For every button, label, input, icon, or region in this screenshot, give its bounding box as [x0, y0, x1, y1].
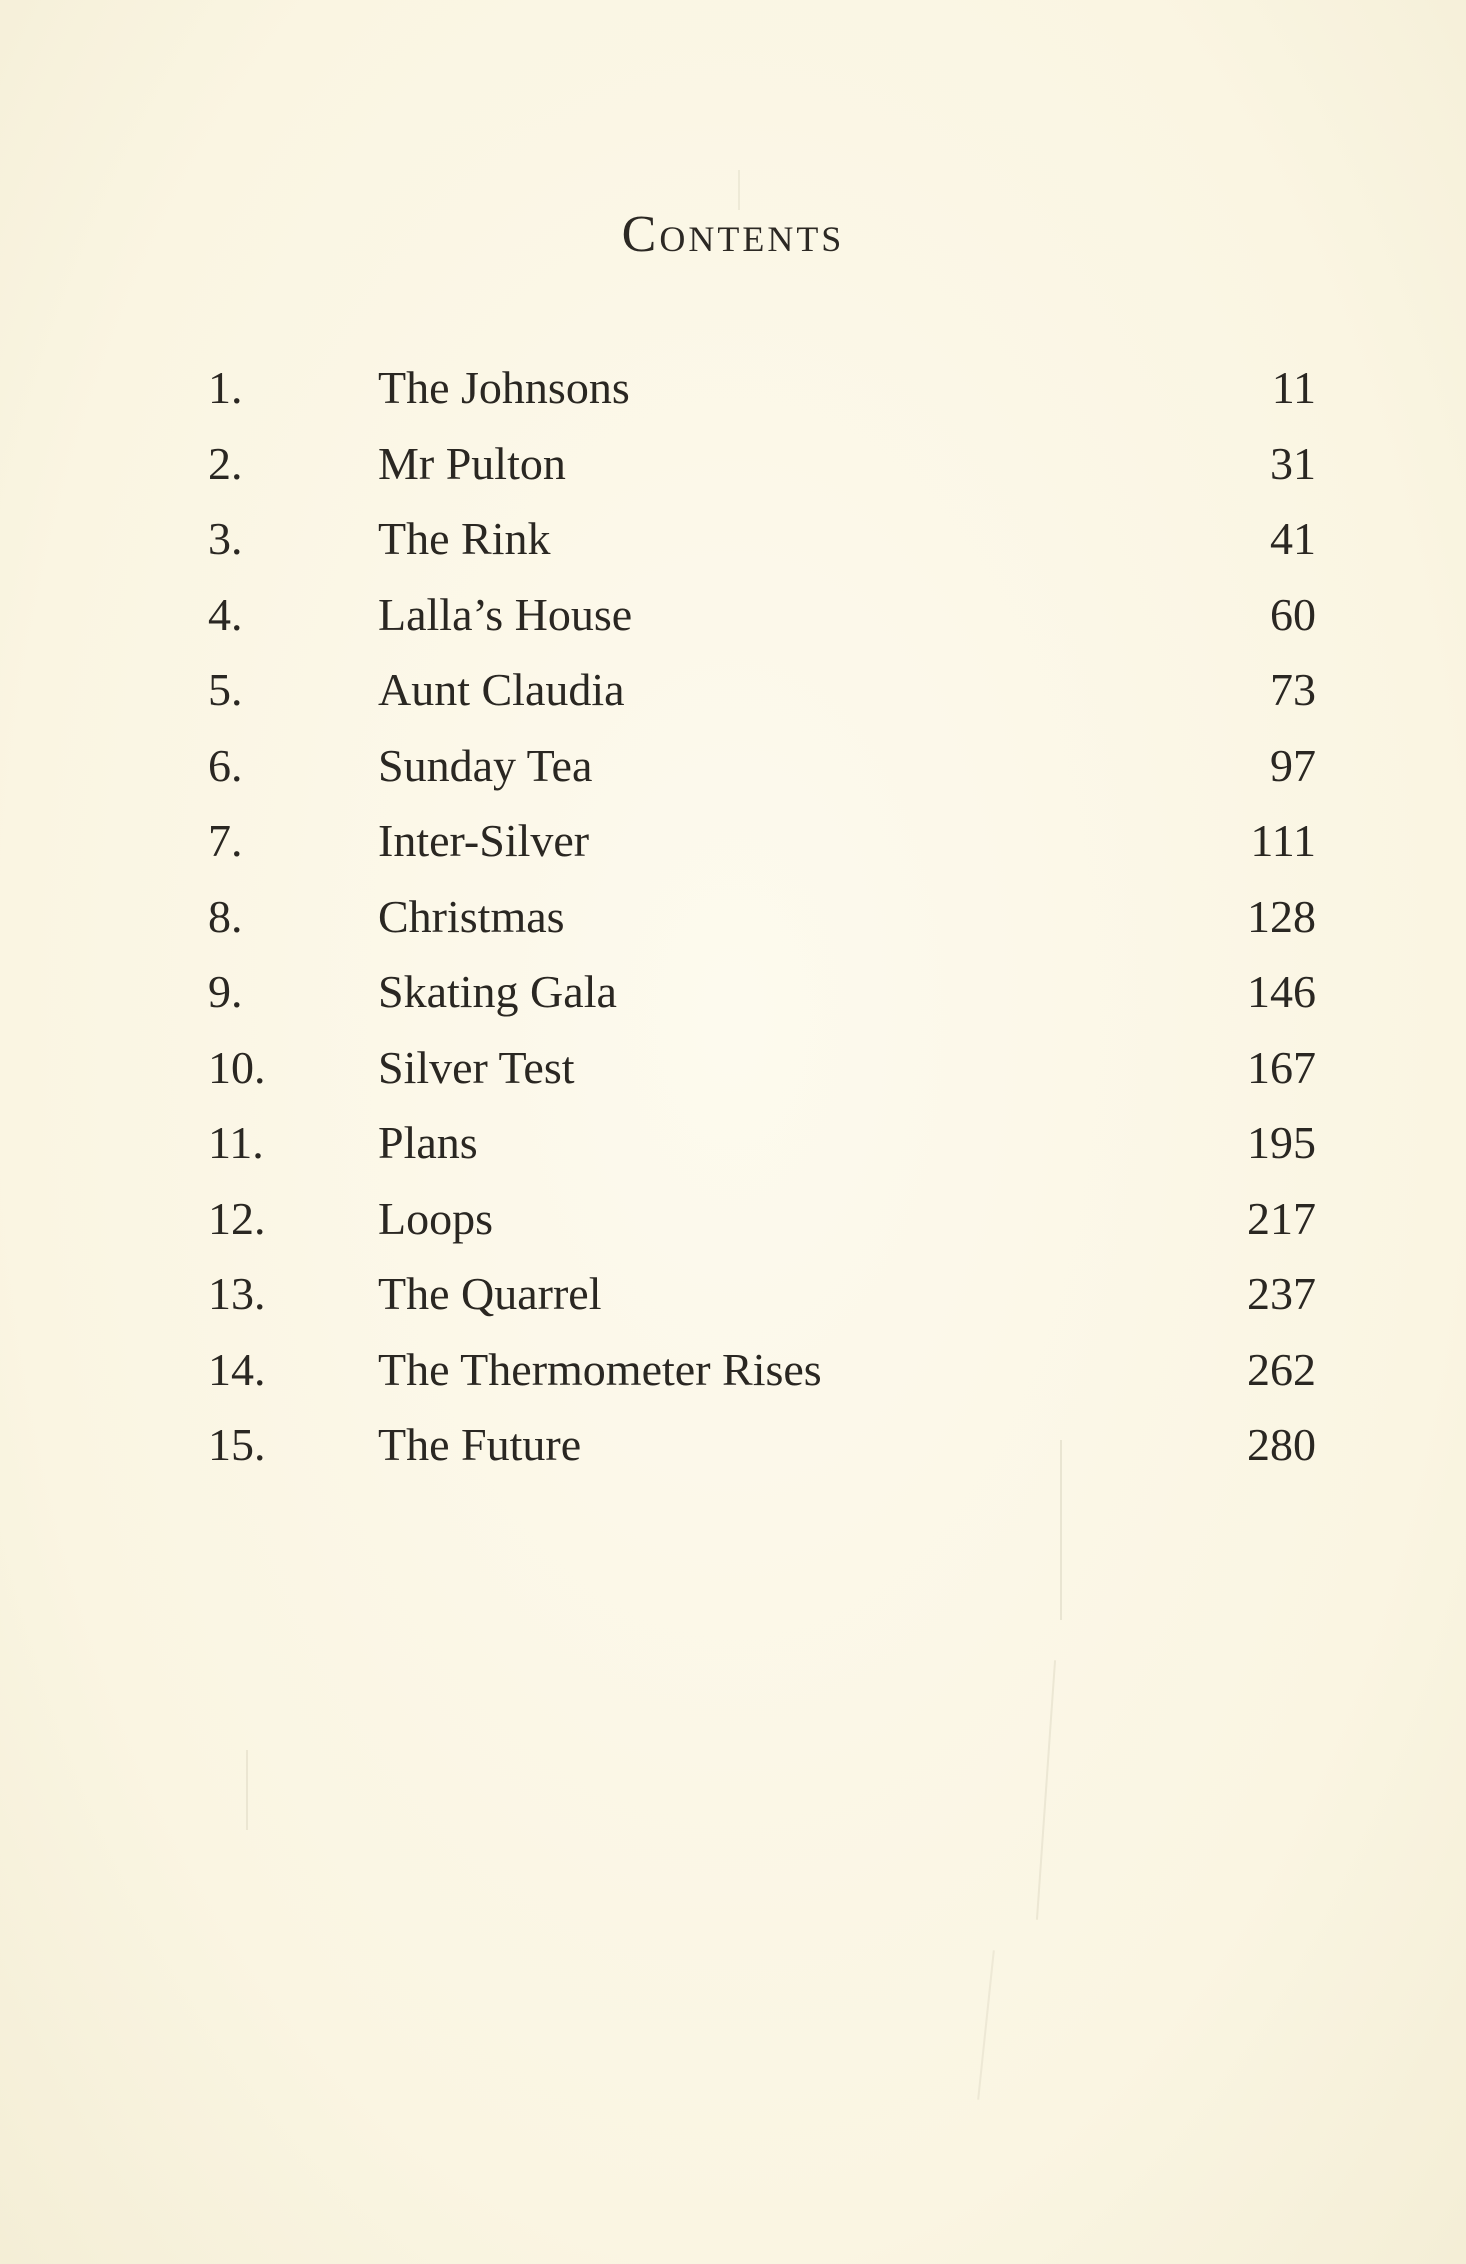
chapter-title: The Thermometer Rises: [378, 1343, 822, 1395]
chapter-title: The Quarrel: [378, 1268, 602, 1319]
toc-row: [0, 426, 1466, 501]
scan-mark: [977, 1950, 995, 2099]
page-number: 262: [1247, 1343, 1316, 1395]
chapter-number: 1.: [208, 362, 243, 413]
page-number: 195: [1247, 1117, 1316, 1168]
scan-mark: [738, 170, 740, 210]
page-number: 97: [1270, 739, 1316, 791]
chapter-number: 2.: [208, 437, 243, 489]
chapter-title: Christmas: [378, 890, 565, 942]
toc-row: [0, 350, 1466, 425]
page-number: 237: [1247, 1268, 1316, 1319]
toc-row: [0, 954, 1466, 1029]
chapter-number: 13.: [208, 1268, 266, 1319]
chapter-title: Lalla’s House: [378, 588, 633, 640]
chapter-title: The Johnsons: [378, 362, 630, 413]
page-number: 11: [1271, 362, 1316, 413]
page-title: Contents: [621, 206, 845, 263]
toc-row: [0, 652, 1466, 727]
chapter-number: 7.: [208, 815, 243, 866]
toc-row: [0, 577, 1466, 652]
chapter-title: Skating Gala: [378, 966, 617, 1017]
page-number: 146: [1247, 966, 1316, 1017]
chapter-title: Mr Pulton: [378, 437, 566, 489]
toc-row: [0, 728, 1466, 803]
toc-row: [0, 1256, 1466, 1331]
chapter-number: 10.: [208, 1041, 266, 1093]
chapter-title: Plans: [378, 1117, 478, 1168]
scan-mark: [1036, 1660, 1056, 1920]
chapter-number: 12.: [208, 1192, 266, 1244]
toc-row: [0, 1181, 1466, 1256]
page-number: 111: [1250, 815, 1316, 866]
chapter-number: 3.: [208, 513, 243, 564]
chapter-title: Silver Test: [378, 1041, 575, 1093]
chapter-title: Aunt Claudia: [378, 664, 625, 715]
chapter-number: 5.: [208, 664, 243, 715]
scan-mark: [1060, 1440, 1062, 1620]
chapter-number: 15.: [208, 1419, 266, 1470]
page-number: 31: [1270, 437, 1316, 489]
toc-row: [0, 879, 1466, 954]
toc-row: [0, 501, 1466, 576]
chapter-title: The Future: [378, 1419, 582, 1470]
page-number: 217: [1247, 1192, 1316, 1244]
page-number: 60: [1270, 588, 1316, 640]
toc-row: [0, 1105, 1466, 1180]
chapter-number: 9.: [208, 966, 243, 1017]
chapter-title: Inter-Silver: [378, 815, 590, 866]
chapter-title: Sunday Tea: [378, 739, 593, 791]
chapter-number: 6.: [208, 739, 243, 791]
toc-row: [0, 803, 1466, 878]
chapter-number: 14.: [208, 1343, 266, 1395]
scan-mark: [246, 1750, 248, 1830]
page-number: 128: [1247, 890, 1316, 942]
toc-row: [0, 1407, 1466, 1482]
toc-row: [0, 1030, 1466, 1105]
chapter-number: 8.: [208, 890, 243, 942]
page-number: 167: [1247, 1041, 1316, 1093]
chapter-number: 11.: [208, 1117, 264, 1168]
toc-row: [0, 1332, 1466, 1407]
chapter-title: The Rink: [378, 513, 551, 564]
chapter-number: 4.: [208, 588, 243, 640]
page-number: 280: [1247, 1419, 1316, 1470]
page-number: 41: [1270, 513, 1316, 564]
page-number: 73: [1270, 664, 1316, 715]
chapter-title: Loops: [378, 1192, 493, 1244]
